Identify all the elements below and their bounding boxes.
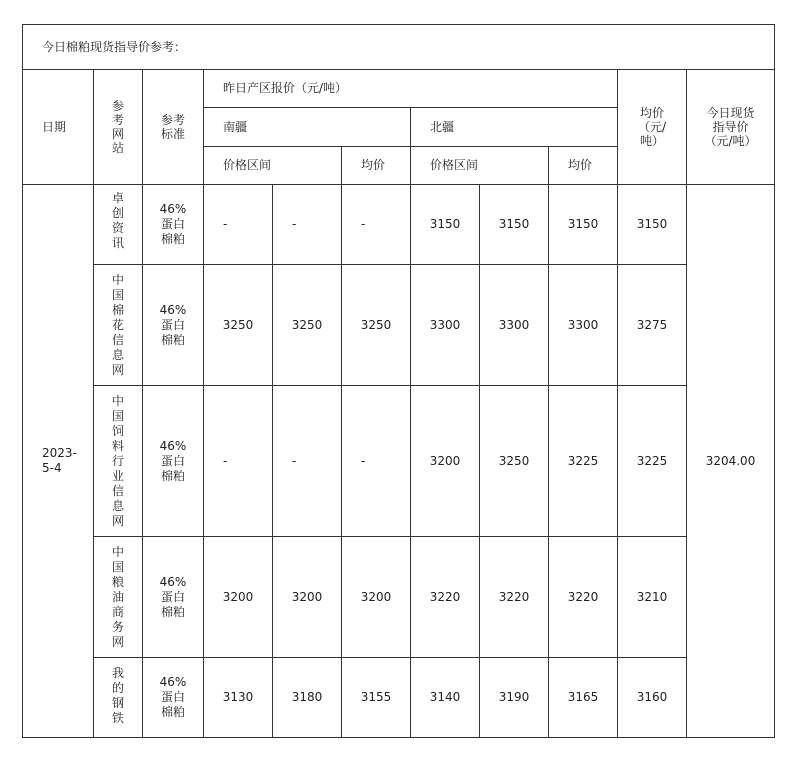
header-north-range: 价格区间 [411, 147, 549, 185]
south-low-cell: - [204, 386, 273, 537]
site-cell: 中国饲料行业信息网 [94, 386, 143, 537]
table-row [23, 386, 775, 537]
table-caption: 今日棉粕现货指导价参考： [23, 25, 775, 70]
standard-cell: 46%蛋白棉粕 [143, 386, 204, 537]
south-avg-cell: - [342, 386, 411, 537]
north-high-cell: 3220 [480, 537, 549, 658]
header-north: 北疆 [411, 108, 618, 147]
price-table-container [22, 24, 774, 738]
today-price-cell: 3204.00 [687, 185, 775, 738]
north-high-cell: 3300 [480, 265, 549, 386]
date-cell: 2023-5-4 [23, 185, 94, 738]
header-south: 南疆 [204, 108, 411, 147]
south-avg-cell: 3200 [342, 537, 411, 658]
north-low-cell: 3300 [411, 265, 480, 386]
site-cell: 卓创资讯 [94, 185, 143, 265]
standard-cell: 46%蛋白棉粕 [143, 658, 204, 738]
header-date: 日期 [23, 70, 94, 185]
north-low-cell: 3150 [411, 185, 480, 265]
header-site: 参考网站 [94, 70, 143, 185]
avg-cell: 3210 [618, 537, 687, 658]
south-high-cell: 3200 [273, 537, 342, 658]
avg-cell: 3150 [618, 185, 687, 265]
south-avg-cell: 3155 [342, 658, 411, 738]
avg-cell: 3225 [618, 386, 687, 537]
standard-cell: 46%蛋白棉粕 [143, 185, 204, 265]
south-low-cell: - [204, 185, 273, 265]
north-avg-cell: 3165 [549, 658, 618, 738]
header-yesterday-quote: 昨日产区报价（元/吨） [204, 70, 618, 108]
header-today-price: 今日现货指导价（元/吨） [687, 70, 775, 185]
avg-cell: 3275 [618, 265, 687, 386]
standard-cell: 46%蛋白棉粕 [143, 537, 204, 658]
north-low-cell: 3140 [411, 658, 480, 738]
standard-cell: 46%蛋白棉粕 [143, 265, 204, 386]
south-high-cell: - [273, 185, 342, 265]
south-low-cell: 3130 [204, 658, 273, 738]
header-south-avg: 均价 [342, 147, 411, 185]
north-high-cell: 3190 [480, 658, 549, 738]
site-cell: 中国棉花信息网 [94, 265, 143, 386]
header-standard: 参考标准 [143, 70, 204, 185]
north-low-cell: 3220 [411, 537, 480, 658]
south-low-cell: 3250 [204, 265, 273, 386]
north-high-cell: 3250 [480, 386, 549, 537]
north-low-cell: 3200 [411, 386, 480, 537]
north-avg-cell: 3300 [549, 265, 618, 386]
south-high-cell: 3250 [273, 265, 342, 386]
header-avg-total: 均价（元/吨） [618, 70, 687, 185]
header-south-range: 价格区间 [204, 147, 342, 185]
north-avg-cell: 3225 [549, 386, 618, 537]
north-avg-cell: 3150 [549, 185, 618, 265]
north-high-cell: 3150 [480, 185, 549, 265]
site-cell: 我的钢铁 [94, 658, 143, 738]
south-avg-cell: - [342, 185, 411, 265]
table-row [23, 185, 775, 265]
table-row [23, 537, 775, 658]
south-high-cell: - [273, 386, 342, 537]
price-table [22, 24, 775, 738]
avg-cell: 3160 [618, 658, 687, 738]
table-row [23, 265, 775, 386]
south-high-cell: 3180 [273, 658, 342, 738]
south-avg-cell: 3250 [342, 265, 411, 386]
north-avg-cell: 3220 [549, 537, 618, 658]
table-row [23, 658, 775, 738]
site-cell: 中国粮油商务网 [94, 537, 143, 658]
header-north-avg: 均价 [549, 147, 618, 185]
south-low-cell: 3200 [204, 537, 273, 658]
